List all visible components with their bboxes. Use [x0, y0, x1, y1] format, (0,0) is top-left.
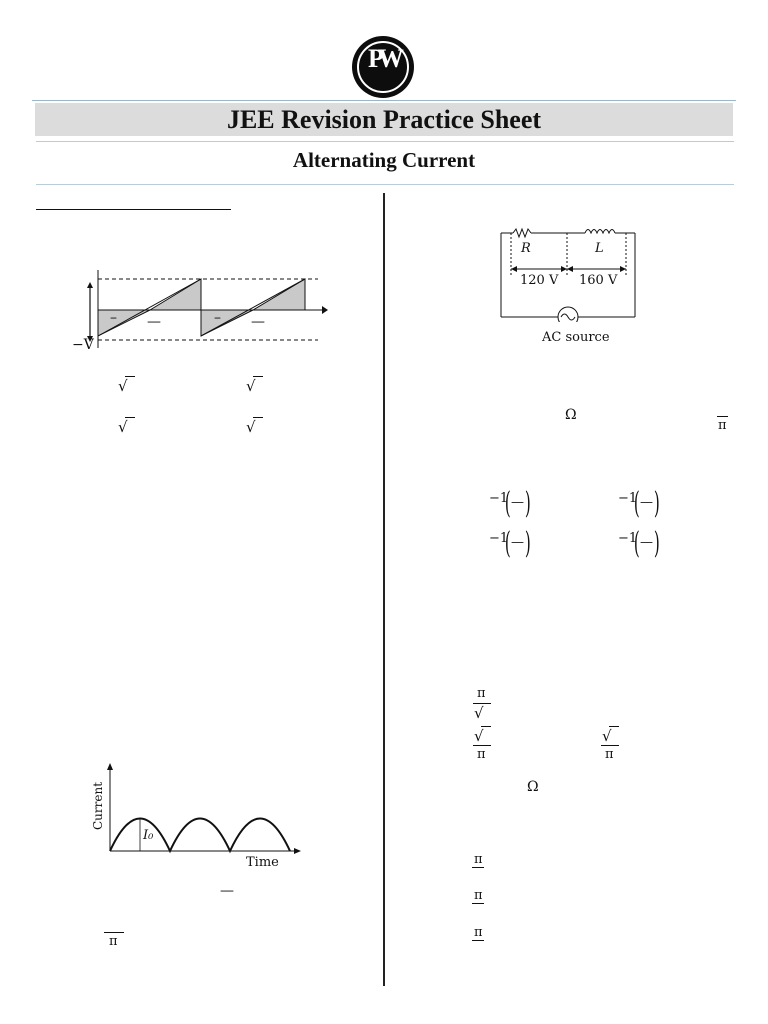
option-b-radical: √ — [246, 377, 256, 395]
fraction-bar — [472, 940, 484, 941]
inverse-marker: −1 — [489, 531, 509, 546]
rectified-current-graph — [92, 760, 312, 870]
inverse-marker: −1 — [618, 491, 638, 506]
segment-mark: — — [147, 314, 161, 330]
close-paren: ) — [653, 486, 660, 521]
fraction-bar — [601, 745, 619, 746]
open-paren: ( — [633, 486, 640, 521]
ac-source-symbol — [558, 307, 578, 322]
open-paren: ( — [633, 526, 640, 561]
subtitle-rule-top — [36, 141, 734, 142]
rectified-wave — [110, 819, 290, 852]
close-paren: ) — [524, 486, 531, 521]
page-title: JEE Revision Practice Sheet — [226, 105, 542, 134]
page-subtitle: Alternating Current — [292, 148, 476, 172]
sqrt-symbol: √ — [602, 727, 612, 745]
inverse-marker: −1 — [489, 491, 509, 506]
open-paren: ( — [504, 486, 511, 521]
close-paren: ) — [524, 526, 531, 561]
pi-symbol: π — [474, 888, 483, 903]
header-rule — [32, 100, 736, 101]
logo-letters: PW — [368, 44, 398, 73]
current-axis-label: Current — [91, 781, 105, 830]
pi-symbol: π — [477, 747, 486, 762]
section-underline — [36, 209, 231, 210]
rl-circuit-diagram — [495, 222, 645, 322]
fraction-bar — [717, 416, 728, 417]
open-paren: ( — [504, 526, 511, 561]
segment-mark: — — [251, 314, 265, 330]
bracket-dash: — — [640, 495, 653, 510]
inductor-label: L — [595, 241, 604, 256]
graph-neg-v-label: −V — [72, 337, 94, 353]
peak-current-label: I₀ — [143, 828, 154, 843]
fraction-bar — [472, 903, 484, 904]
resistor-symbol — [513, 229, 531, 237]
pi-symbol: π — [109, 934, 118, 949]
inductor-symbol — [585, 230, 615, 234]
fraction-bar — [473, 745, 491, 746]
pw-logo — [352, 36, 414, 98]
bracket-dash: — — [511, 495, 524, 510]
segment-mark: – — [214, 310, 221, 326]
option-a-radical: √ — [118, 377, 128, 395]
option-d-radical: √ — [246, 418, 256, 436]
fraction-bar — [472, 867, 484, 868]
ohm-symbol: Ω — [565, 407, 577, 423]
voltage-r-label: 120 V — [520, 273, 559, 288]
ohm-symbol: Ω — [527, 779, 539, 795]
column-divider — [383, 193, 385, 986]
resistor-label: R — [521, 241, 531, 256]
bracket-dash: — — [511, 535, 524, 550]
pi-symbol: π — [718, 418, 727, 433]
bracket-dash: — — [640, 535, 653, 550]
graph-x-arrow — [322, 306, 328, 314]
ac-source-label: AC source — [542, 330, 610, 345]
pi-symbol: π — [605, 747, 614, 762]
option-c-radical: √ — [118, 418, 128, 436]
close-paren: ) — [653, 526, 660, 561]
pi-symbol: π — [474, 852, 483, 867]
pi-symbol: π — [477, 686, 486, 701]
pi-symbol: π — [474, 925, 483, 940]
inverse-marker: −1 — [618, 531, 638, 546]
sawtooth-graph — [70, 266, 330, 356]
fraction-bar — [104, 932, 124, 933]
fraction-dash: — — [220, 883, 234, 899]
time-axis-label: Time — [246, 855, 279, 870]
segment-mark: – — [110, 310, 117, 326]
subtitle-rule-bottom — [36, 184, 734, 185]
voltage-l-label: 160 V — [579, 273, 618, 288]
sqrt-symbol: √ — [474, 704, 484, 722]
sqrt-symbol: √ — [474, 727, 484, 745]
